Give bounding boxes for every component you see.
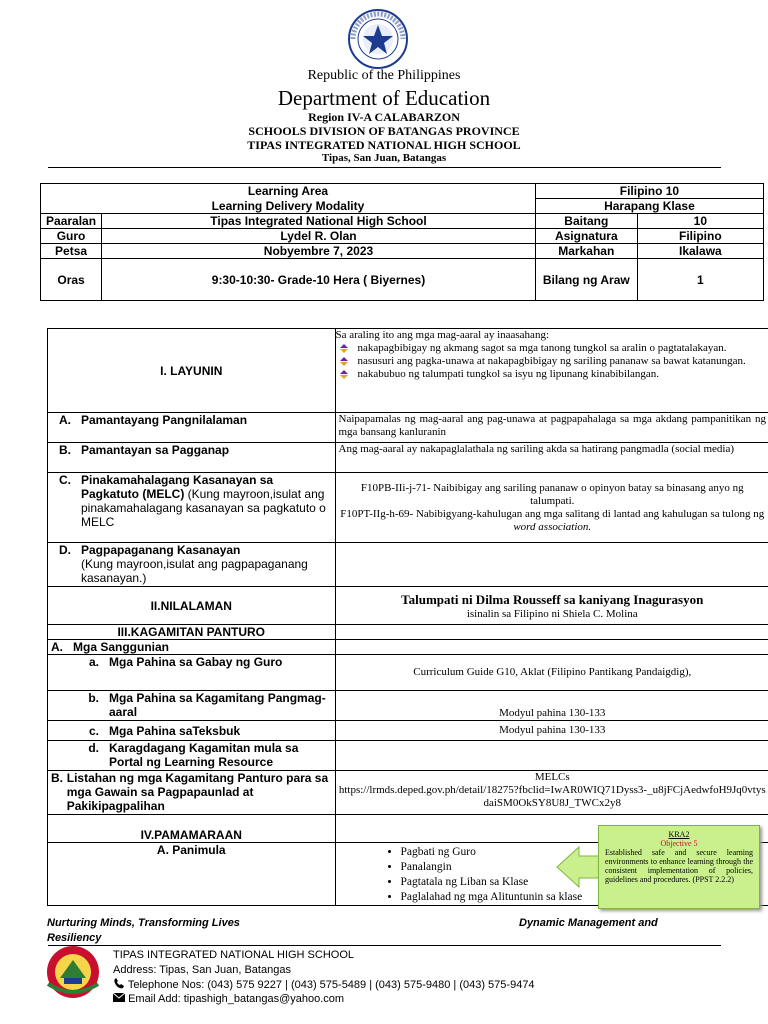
item-letter: c. bbox=[88, 723, 99, 738]
oras-value: 9:30-10:30- Grade-10 Hera ( Biyernes) bbox=[102, 259, 536, 301]
sanggunian-label: Mga Sanggunian bbox=[73, 640, 169, 654]
kagamitang-pangmag-aaral-label: Mga Pahina sa Kagamitang Pangmag-aaral bbox=[109, 691, 326, 719]
teksbuk-value: Modyul pahina 130-133 bbox=[335, 721, 768, 741]
nilalaman-label: II.NILALAMAN bbox=[48, 587, 336, 625]
republic-line: Republic of the Philippines bbox=[307, 68, 461, 83]
panimula-label: A. Panimula bbox=[48, 843, 336, 906]
melc-cell bbox=[48, 473, 336, 543]
paaralan-label: Paaralan bbox=[41, 214, 102, 229]
region-line: Region IV-A CALABARZON bbox=[308, 110, 460, 124]
portal-label: Karagdagang Kagamitan mula sa Portal ng Learning Resource bbox=[109, 741, 299, 769]
portal-cell bbox=[48, 741, 336, 771]
asignatura-label: Asignatura bbox=[535, 229, 637, 244]
pamantayan-pagganap-value: Ang mag-aaral ay nakapaglalathala ng sariling akda sa hatirang pangmadla (social media) bbox=[335, 443, 768, 473]
item-letter: C. bbox=[59, 473, 71, 487]
pagpapaganang-cell bbox=[48, 543, 336, 587]
pamantayang-pangnilalaman-value: Naipapamalas ng mag-aaral ang pag-unawa at pagpapahalaga sa mga akdang pampanitikan ng mga bansang kanluranin bbox=[335, 413, 768, 443]
layunin-item: nakabubuo ng talumpati tungkol sa isyu ng lipunang kinabibilangan. bbox=[358, 368, 766, 381]
gabay-guro-label: Mga Pahina sa Gabay ng Guro bbox=[109, 655, 283, 669]
deped-seal bbox=[343, 8, 413, 70]
address-line: Tipas, San Juan, Batangas bbox=[321, 152, 447, 164]
footer-email[interactable]: Email Add: tipashigh_batangas@yahoo.com bbox=[128, 993, 345, 1005]
item-letter: A. bbox=[59, 413, 71, 427]
listahan-cell bbox=[48, 771, 336, 815]
melc-value-cell bbox=[335, 473, 768, 543]
pamantayang-pangnilalaman-label: Pamantayang Pangnilalaman bbox=[81, 413, 248, 427]
panimula-item: • Panalangin bbox=[401, 860, 767, 875]
oras-label: Oras bbox=[41, 259, 102, 301]
arrow-bullet-icon bbox=[340, 344, 348, 353]
sanggunian-cell bbox=[48, 640, 336, 655]
melc-label: Pinakamahalagang Kasanayan sa Pagkatuto (MELC) bbox=[81, 473, 274, 501]
panimula-item: • Pagbati ng Guro bbox=[401, 845, 767, 860]
footer-phone: Telephone Nos: (043) 575 9227 | (043) 575-5489 | (043) 575-9480 | (043) 575-9474 bbox=[127, 979, 535, 991]
item-letter: B. bbox=[51, 771, 63, 785]
layunin-label: I. LAYUNIN bbox=[48, 329, 336, 413]
division-line: SCHOOLS DIVISION OF BATANGAS PROVINCE bbox=[248, 124, 520, 138]
pamantayan-pagganap-cell bbox=[48, 443, 336, 473]
motto-left: Nurturing Minds, Transforming Lives bbox=[47, 917, 240, 929]
modality-label: Learning Delivery Modality bbox=[41, 199, 536, 214]
item-letter: A. bbox=[51, 640, 63, 654]
modality-value: Harapang Klase bbox=[535, 199, 763, 214]
learning-area-value: Filipino 10 bbox=[535, 184, 763, 199]
markahan-label: Markahan bbox=[535, 244, 637, 259]
pamantayang-pangnilalaman-cell bbox=[48, 413, 336, 443]
department-title: Department of Education bbox=[277, 86, 491, 110]
markahan-value: Ikalawa bbox=[637, 244, 763, 259]
layunin-item: nasusuri ang pagka-unawa at nakapagbibigay ng sariling pananaw sa bawat katanungan. bbox=[358, 355, 766, 368]
footer-school: TIPAS INTEGRATED NATIONAL HIGH SCHOOL bbox=[113, 949, 355, 961]
footer-email-row bbox=[113, 993, 344, 1005]
teksbuk-cell bbox=[48, 721, 336, 741]
panimula-item: • Paglalahad ng mga Alituntunin sa klase bbox=[401, 890, 767, 905]
melc-code-1: F10PB-IIi-j-71- Naibibigay ang sariling pananaw o opinyon batay sa binasang anyo ng talumpati. bbox=[360, 481, 744, 507]
portal-value bbox=[335, 741, 768, 771]
listahan-label: Listahan ng mga Kagamitang Panturo para sa mga Gawain sa Pagpapaunlad at Pakikipagpalihan bbox=[66, 771, 329, 813]
bilang-value: 1 bbox=[637, 259, 763, 301]
motto-right: Dynamic Management and bbox=[519, 917, 658, 929]
nilalaman-title: Talumpati ni Dilma Rousseff sa kaniyang Inagurasyon bbox=[401, 591, 704, 607]
nilalaman-cell bbox=[335, 587, 768, 625]
school-logo bbox=[44, 944, 102, 1000]
email-icon bbox=[113, 993, 125, 1002]
nilalaman-subtitle: isinalin sa Filipino ni Shiela C. Molina bbox=[466, 607, 638, 620]
listahan-link[interactable]: https://lrmds.deped.gov.ph/detail/18275?fbclid=IwAR0WIQ71Dyss3-_u8jFCjAedwfoH9Jq0vtysdaiSM0OkSY8U8J_TWCx2y8 bbox=[338, 784, 766, 809]
teksbuk-label: Mga Pahina saTeksbuk bbox=[109, 723, 241, 738]
pagpapaganang-note: (Kung mayroon,isulat ang pagpapaganang kasanayan.) bbox=[81, 557, 308, 585]
lesson-plan-table bbox=[47, 328, 768, 906]
pamantayan-pagganap-label: Pamantayan sa Pagganap bbox=[81, 443, 230, 457]
learning-area-label: Learning Area bbox=[41, 184, 536, 199]
arrow-bullet-icon bbox=[340, 357, 348, 366]
pagpapaganang-label: Pagpapaganang Kasanayan bbox=[81, 543, 241, 557]
kra-text: Established safe and secure learning environments to enhance learning through the consistent implementation of policies, guidelines and procedures. (PPST 2.2.2) bbox=[605, 848, 753, 884]
baitang-value: 10 bbox=[637, 214, 763, 229]
petsa-label: Petsa bbox=[41, 244, 102, 259]
guro-value: Lydel R. Olan bbox=[102, 229, 536, 244]
gabay-guro-value: Curriculum Guide G10, Aklat (Filipino Pantikang Pandaigdig), bbox=[335, 655, 768, 691]
pamamaraan-label: IV.PAMAMARAAN bbox=[48, 815, 336, 843]
gabay-guro-cell bbox=[48, 655, 336, 691]
phone-icon bbox=[113, 978, 125, 989]
pagpapaganang-value bbox=[335, 543, 768, 587]
bilang-label: Bilang ng Araw bbox=[535, 259, 637, 301]
motto-continuation: Resiliency bbox=[47, 932, 102, 944]
melc-code-2: F10PT-IIg-h-69- Nabibigyang-kahulugan ang mga salitang di lantad ang kahulugan sa tulong ng bbox=[340, 507, 765, 520]
arrow-bullet-icon bbox=[340, 370, 348, 379]
kagamitang-pangmag-aaral-value: Modyul pahina 130-133 bbox=[335, 691, 768, 721]
kagamitan-label: III.KAGAMITAN PANTURO bbox=[48, 625, 336, 640]
guro-label: Guro bbox=[41, 229, 102, 244]
layunin-intro: Sa araling ito ang mga mag-aaral ay inaasahang: bbox=[335, 329, 549, 341]
kagamitan-value bbox=[335, 625, 768, 640]
header-divider bbox=[48, 167, 721, 168]
footer-phone-row bbox=[113, 978, 535, 991]
kra-objective: Objective 5 bbox=[660, 839, 698, 848]
lesson-info-table bbox=[40, 183, 764, 301]
school-line: TIPAS INTEGRATED NATIONAL HIGH SCHOOL bbox=[247, 138, 521, 152]
listahan-value-cell bbox=[335, 771, 768, 815]
baitang-label: Baitang bbox=[535, 214, 637, 229]
melc-note: (Kung mayroon,isulat ang pinakamahalagang kasanayan sa pagkatuto o MELC bbox=[81, 487, 326, 529]
layunin-item: nakapagbibigay ng akmang sagot sa mga tanong tungkol sa aralin o pagtatalakayan. bbox=[358, 342, 766, 355]
listahan-melcs: MELCs bbox=[534, 771, 570, 783]
asignatura-value: Filipino bbox=[637, 229, 763, 244]
melc-word-association: word association. bbox=[513, 520, 592, 533]
petsa-value: Nobyembre 7, 2023 bbox=[102, 244, 536, 259]
kra-callout bbox=[598, 825, 760, 909]
sanggunian-value bbox=[335, 640, 768, 655]
footer-divider bbox=[48, 945, 721, 946]
item-letter: d. bbox=[88, 741, 99, 755]
item-letter: b. bbox=[88, 691, 99, 705]
item-letter: B. bbox=[59, 443, 71, 457]
footer-address: Address: Tipas, San Juan, Batangas bbox=[113, 964, 291, 976]
panimula-item: • Pagtatala ng Liban sa Klase bbox=[401, 875, 767, 890]
item-letter: D. bbox=[59, 543, 71, 557]
kra-callout-arrow bbox=[555, 845, 601, 889]
kagamitang-pangmag-aaral-cell bbox=[48, 691, 336, 721]
layunin-cell bbox=[335, 329, 768, 413]
paaralan-value: Tipas Integrated National High School bbox=[102, 214, 536, 229]
item-letter: a. bbox=[88, 655, 99, 669]
kra-title: KRA2 bbox=[668, 830, 690, 839]
